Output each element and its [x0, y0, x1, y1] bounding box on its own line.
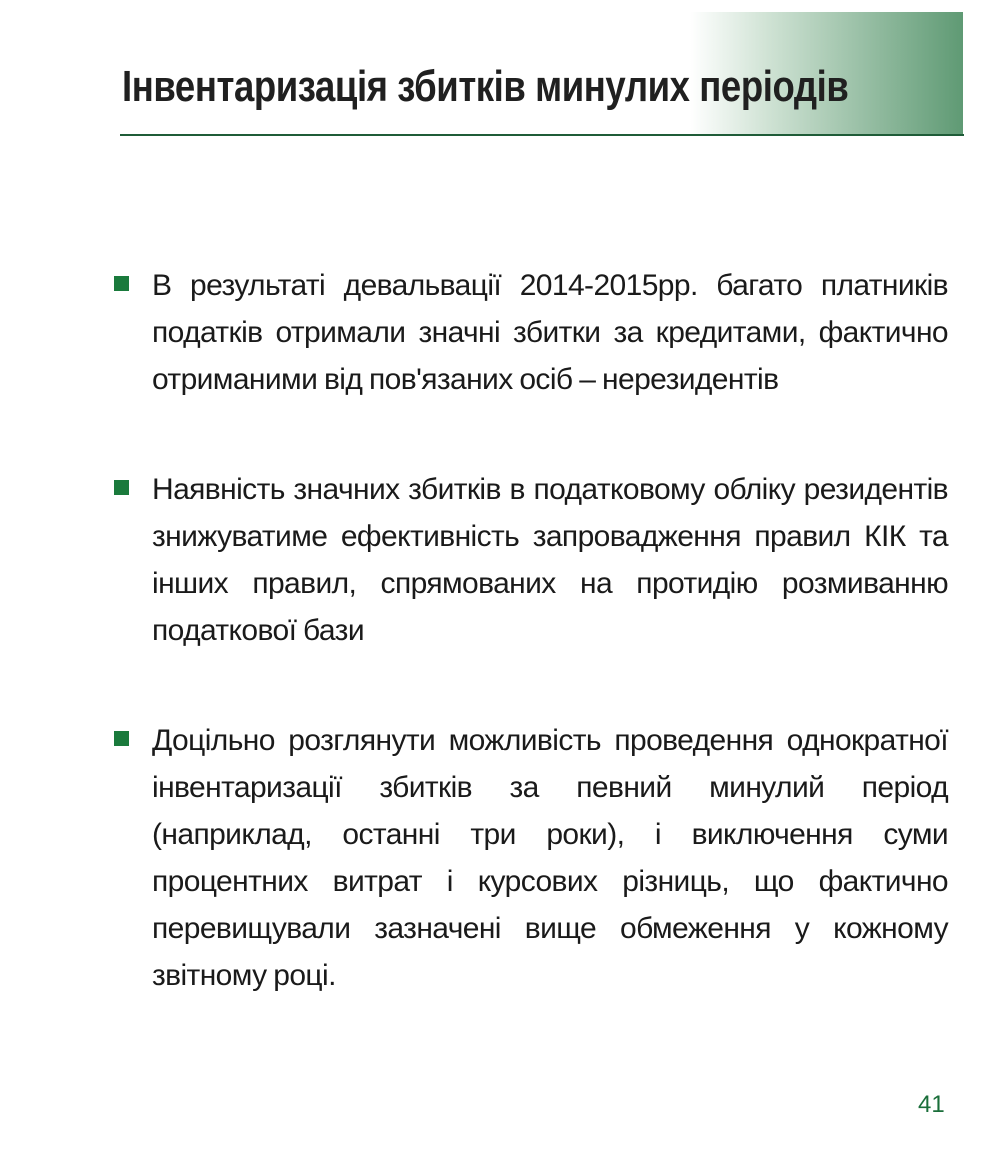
bullet-item	[112, 262, 948, 403]
bullet-text: Доцільно розглянути можливість проведення однократної інвентаризації збитків за певний минулий період (наприклад, останні три роки), і виключення суми процентних витрат і курсових різниць, що фактично перевищували зазначені вище обмеження у кожному звітному році.	[152, 724, 948, 992]
square-bullet-icon	[114, 276, 129, 291]
square-bullet-icon	[114, 731, 129, 746]
bullet-item	[112, 717, 948, 999]
square-bullet-icon	[114, 480, 129, 495]
bullet-list	[112, 262, 948, 999]
bullet-text: Наявність значних збитків в податковому обліку резидентів знижуватиме ефективність запровадження правил КІК та інших правил, спрямованих на протидію розмиванню податкової бази	[152, 473, 948, 647]
bullet-text: В результаті девальвації 2014-2015рр. багато платників податків отримали значні збитки за кредитами, фактично отриманими від пов'язаних осіб – нерезидентів	[152, 269, 948, 396]
bullet-item	[112, 466, 948, 654]
page-number: 41	[918, 1091, 945, 1118]
title-underline-rule	[120, 134, 964, 136]
slide-title: Інвентаризація збитків минулих періодів	[122, 62, 849, 111]
